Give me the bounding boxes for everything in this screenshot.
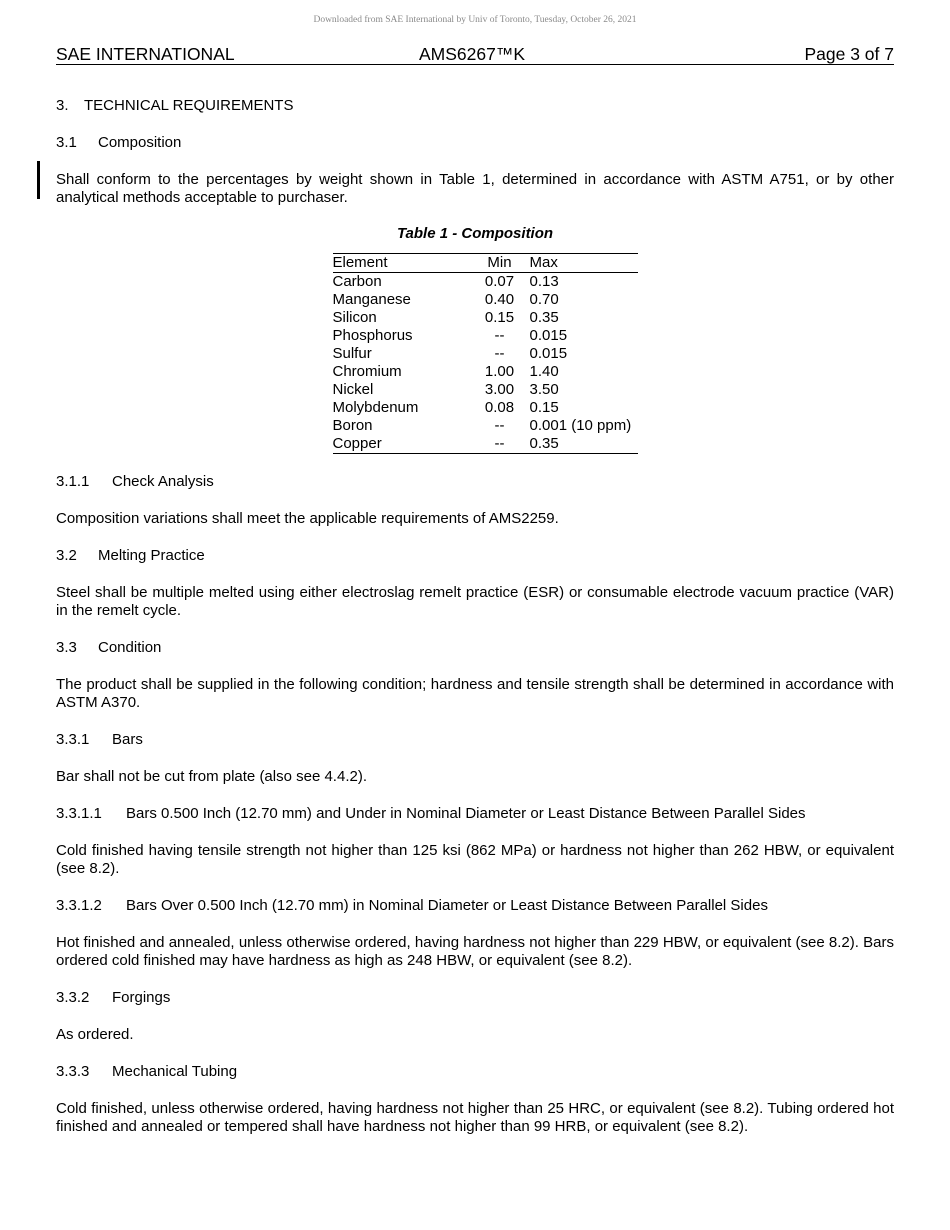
max-cell: 1.40 — [529, 363, 559, 380]
section-3-3-1-body: Bar shall not be cut from plate (also see 4.4.2). — [56, 768, 367, 785]
element-cell: Nickel — [332, 381, 374, 398]
section-3-3-3-body: Cold finished, unless otherwise ordered, having hardness not higher than 25 HRC, or equivalent (see 8.2). Tubing ordered hot finished and annealed or tempered shall have hardness not higher than 99 HRB, or equivalent (see 8.2). — [56, 1100, 894, 1135]
section-3-1-heading — [56, 134, 894, 152]
max-cell: 0.35 — [530, 435, 638, 454]
min-cell: -- — [470, 435, 530, 454]
revision-change-bar — [37, 161, 40, 199]
section-title: Mechanical Tubing — [112, 1063, 238, 1080]
section-number: 3.1 — [56, 134, 77, 151]
element-cell: Copper — [333, 435, 470, 454]
min-cell: 0.08 — [484, 399, 515, 416]
section-title: Bars 0.500 Inch (12.70 mm) and Under in Nominal Diameter or Least Distance Between Parallel Sides — [126, 805, 806, 822]
section-3-3-2-heading — [56, 989, 894, 1007]
section-title: Check Analysis — [112, 473, 214, 490]
element-cell: Chromium — [332, 363, 402, 380]
section-3-3-2-body: As ordered. — [56, 1026, 134, 1043]
table-row — [333, 345, 638, 363]
column-header-element: Element — [333, 254, 470, 273]
table-row — [333, 291, 638, 309]
element-cell: Sulfur — [332, 345, 372, 362]
section-number: 3.1.1 — [56, 473, 90, 490]
section-3-3-1-1-heading — [56, 805, 894, 823]
table-row — [333, 363, 638, 381]
min-cell: 0.40 — [484, 291, 515, 308]
table-1-container — [56, 253, 894, 454]
section-number: 3.2 — [56, 547, 77, 564]
table-row — [333, 381, 638, 399]
element-cell: Boron — [332, 417, 373, 434]
table-row — [333, 327, 638, 345]
section-number: 3.3.1.1 — [56, 805, 102, 822]
section-3-3-body: The product shall be supplied in the following condition; hardness and tensile strength shall be determined in accordance with ASTM A370. — [56, 676, 894, 711]
section-3-3-1-heading — [56, 731, 894, 749]
section-3-3-1-2-body: Hot finished and annealed, unless otherwise ordered, having hardness not higher than 229 HBW, or equivalent (see 8.2). Bars ordered cold finished may have hardness as high as 248 HBW, or equivalent (see 8.2). — [56, 934, 894, 969]
min-cell: 1.00 — [484, 363, 515, 380]
table-row — [333, 309, 638, 327]
min-cell: -- — [494, 417, 505, 434]
download-notice: Downloaded from SAE International by Univ of Toronto, Tuesday, October 26, 2021 — [313, 15, 637, 25]
min-cell: 0.15 — [484, 309, 515, 326]
max-cell: 0.35 — [529, 309, 559, 326]
header-organization: SAE INTERNATIONAL — [56, 44, 235, 64]
section-title: Bars Over 0.500 Inch (12.70 mm) in Nominal Diameter or Least Distance Between Parallel Sides — [126, 897, 768, 914]
section-3-heading — [56, 97, 894, 115]
element-cell: Silicon — [332, 309, 377, 326]
section-title: TECHNICAL REQUIREMENTS — [84, 97, 294, 114]
max-cell: 0.70 — [529, 291, 559, 308]
max-cell: 0.15 — [529, 399, 559, 416]
element-cell: Manganese — [332, 291, 411, 308]
table-row — [333, 417, 638, 435]
section-title: Condition — [98, 639, 162, 656]
section-title: Melting Practice — [98, 547, 205, 564]
max-cell: 3.50 — [529, 381, 559, 398]
header-page-number: Page 3 of 7 — [804, 44, 894, 64]
section-3-1-1-heading — [56, 473, 894, 491]
section-title: Bars — [112, 731, 143, 748]
element-cell: Carbon — [332, 273, 382, 290]
min-cell: 0.07 — [484, 273, 515, 290]
section-number: 3.3.3 — [56, 1063, 90, 1080]
section-number: 3.3.2 — [56, 989, 90, 1006]
column-header-min: Min — [470, 254, 530, 273]
section-3-1-body: Shall conform to the percentages by weight shown in Table 1, determined in accordance with ASTM A751, or by other analytical methods acceptable to purchaser. — [56, 171, 894, 206]
min-cell: 3.00 — [484, 381, 515, 398]
section-number: 3.3.1 — [56, 731, 90, 748]
max-cell: 0.001 (10 ppm) — [529, 417, 632, 434]
section-3-3-1-1-body: Cold finished having tensile strength not higher than 125 ksi (862 MPa) or hardness not higher than 262 HBW, or equivalent (see 8.2). — [56, 842, 894, 877]
section-title: Forgings — [112, 989, 171, 1006]
max-cell: 0.13 — [529, 273, 559, 290]
section-3-3-1-2-heading — [56, 897, 894, 915]
max-cell: 0.015 — [529, 345, 568, 362]
page-header — [56, 44, 894, 65]
min-cell: -- — [494, 345, 505, 362]
section-3-2-body: Steel shall be multiple melted using either electroslag remelt practice (ESR) or consumable electrode vacuum practice (VAR) in the remelt cycle. — [56, 584, 894, 619]
document-body — [56, 97, 894, 1136]
table-row — [333, 435, 638, 454]
section-3-1-1-body: Composition variations shall meet the applicable requirements of AMS2259. — [56, 510, 559, 527]
table-header-row — [333, 254, 638, 273]
section-3-3-3-heading — [56, 1063, 894, 1081]
table-row — [333, 399, 638, 417]
section-title: Composition — [98, 134, 182, 151]
section-3-3-heading — [56, 639, 894, 657]
section-3-2-heading — [56, 547, 894, 565]
section-number: 3.3.1.2 — [56, 897, 102, 914]
element-cell: Phosphorus — [332, 327, 413, 344]
table-1-title: Table 1 - Composition — [396, 225, 554, 242]
section-number: 3. — [56, 97, 69, 114]
max-cell: 0.015 — [529, 327, 568, 344]
composition-table — [333, 253, 638, 454]
table-row — [333, 273, 638, 292]
column-header-max: Max — [530, 254, 638, 273]
section-number: 3.3 — [56, 639, 77, 656]
min-cell: -- — [494, 327, 505, 344]
header-document-number: AMS6267™K — [419, 44, 526, 64]
element-cell: Molybdenum — [332, 399, 419, 416]
